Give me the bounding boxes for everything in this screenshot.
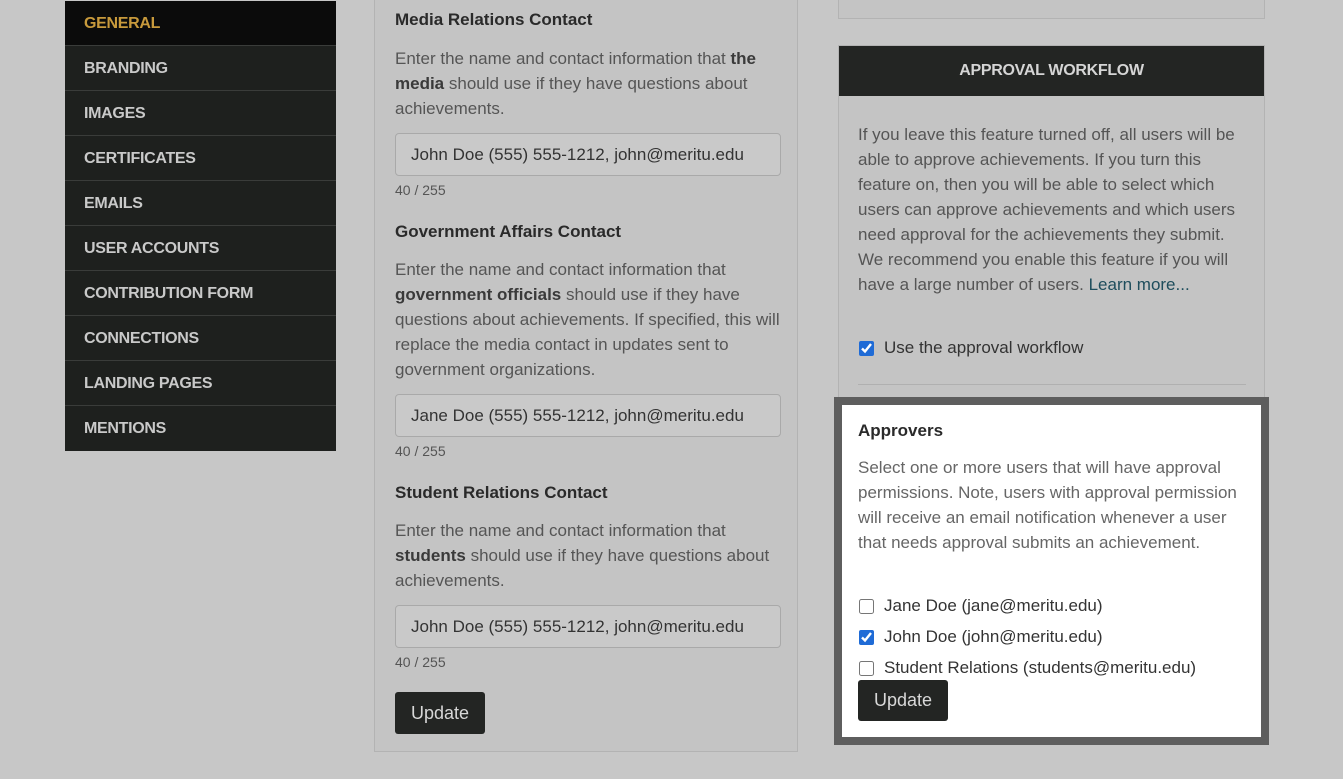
media-contact-counter: 40 / 255 xyxy=(395,182,446,198)
approvers-update-button[interactable]: Update xyxy=(858,680,948,721)
approval-workflow-header: APPROVAL WORKFLOW xyxy=(839,46,1264,96)
contacts-card xyxy=(374,0,798,752)
student-contact-input[interactable] xyxy=(395,605,781,648)
use-approval-workflow-checkbox[interactable] xyxy=(859,341,874,356)
approval-workflow-description: If you leave this feature turned off, all users will be able to approve achievements. If you turn this feature on, then you will be able to select which users can approve achievements and which users need approval for the achievements they submit. We recommend you enable this feature if you will have a large number of users. Learn more... xyxy=(858,125,1236,294)
approvers-description: Select one or more users that will have approval permissions. Note, users with approval permission will receive an email notification whenever a user that needs approval submits an achievement. xyxy=(858,458,1237,552)
media-contact-title: Media Relations Contact xyxy=(395,10,593,29)
media-contact-input[interactable] xyxy=(395,133,781,176)
government-contact-description: Enter the name and contact information that government officials should use if they have questions about achievements. If specified, this will replace the media contact in updates sent to government organizations. xyxy=(395,260,780,379)
learn-more-link[interactable]: Learn more... xyxy=(1088,275,1190,294)
sidebar-item-contribution-form[interactable]: CONTRIBUTION FORM xyxy=(65,271,336,316)
sidebar-item-emails[interactable]: EMAILS xyxy=(65,181,336,226)
sidebar-item-landing-pages[interactable]: LANDING PAGES xyxy=(65,361,336,406)
use-approval-workflow-label: Use the approval workflow xyxy=(884,338,1084,357)
sidebar-item-connections[interactable]: CONNECTIONS xyxy=(65,316,336,361)
approver-label: John Doe (john@meritu.edu) xyxy=(884,627,1103,646)
approver-label: Jane Doe (jane@meritu.edu) xyxy=(884,596,1103,615)
government-contact-input[interactable] xyxy=(395,394,781,437)
government-contact-title: Government Affairs Contact xyxy=(395,222,622,241)
use-approval-workflow-row[interactable] xyxy=(858,338,1083,358)
student-contact-description: Enter the name and contact information that students should use if they have questions about achievements. xyxy=(395,521,770,590)
sidebar-item-images[interactable]: IMAGES xyxy=(65,91,336,136)
student-contact-title: Student Relations Contact xyxy=(395,483,608,502)
sidebar-item-user-accounts[interactable]: USER ACCOUNTS xyxy=(65,226,336,271)
student-contact-counter: 40 / 255 xyxy=(395,654,446,670)
contacts-update-button[interactable]: Update xyxy=(395,692,485,734)
approver-row[interactable] xyxy=(858,596,1103,616)
approvers-panel xyxy=(834,397,1269,745)
divider xyxy=(858,384,1246,385)
sidebar-item-certificates[interactable]: CERTIFICATES xyxy=(65,136,336,181)
approver-row[interactable] xyxy=(858,658,1196,678)
settings-sidebar xyxy=(65,1,336,451)
approver-checkbox-student-relations[interactable] xyxy=(859,661,874,676)
sidebar-item-branding[interactable]: BRANDING xyxy=(65,46,336,91)
approver-label: Student Relations (students@meritu.edu) xyxy=(884,658,1197,677)
government-contact-counter: 40 / 255 xyxy=(395,443,446,459)
approvers-title: Approvers xyxy=(858,421,944,440)
approver-checkbox-jane-doe[interactable] xyxy=(859,599,874,614)
approver-row[interactable] xyxy=(858,627,1103,647)
sidebar-item-mentions[interactable]: MENTIONS xyxy=(84,420,167,437)
approver-checkbox-john-doe[interactable] xyxy=(859,630,874,645)
media-contact-description: Enter the name and contact information that the media should use if they have questions about achievements. xyxy=(395,49,756,118)
sidebar-item-general[interactable]: GENERAL xyxy=(65,1,336,46)
previous-card-bottom xyxy=(838,0,1265,19)
